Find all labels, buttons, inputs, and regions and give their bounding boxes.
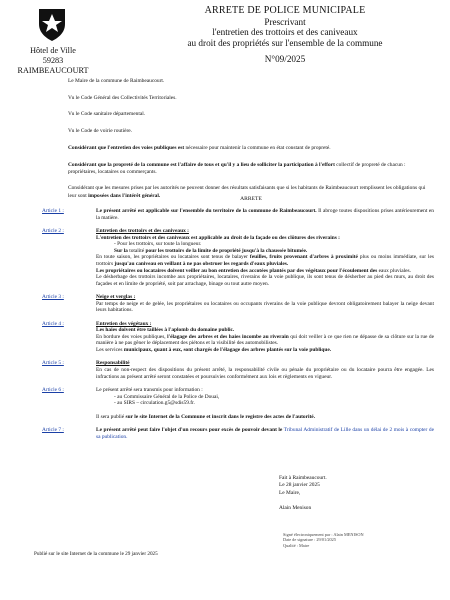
decree-title-line2: Prescrivant (264, 16, 306, 27)
arrete-heading: ARRETE (240, 196, 262, 202)
article-label: Article 5 : (42, 360, 64, 367)
decree-reference: N°09/2025 (264, 54, 306, 64)
article-heading: Responsabilité (96, 360, 130, 367)
article-2: Article 2 : Entretien des trottoirs et des caniveaux : L'entretien des trottoirs et des caniveaux est applicable au droit de la façade ou des clôtures des riverains : - Pour les trottoirs, sur toute la longueur. Sur la totalité pour les trottoirs de la limite de propriété jusqu'à la chaussée bitumée. En toute saison, les propriétaires ou locataires sont tenus de balayer feuilles, fruits provenant d'arbres à proximité plus ou moins immédiate, sur les trottoirs jusqu'au caniveau en veillant à ne pas obstruer les regards d'eaux pluviales. Les propriétaires ou locataires doivent veiller au bon entretien des accotées plantés par des végétaux pour l'écoulement des eaux pluviales. Le désherbage des trottoirs incombe aux propriétaires, locataires, riverains de la voie publique, ils sont tenus de désherber au pied des murs, au droit des façades et en limite de propriété, soit par arrachage, binage ou tout autre moyen. (42, 227, 434, 287)
townhall-postcode: 59283 RAIMBEAUCOURT (17, 56, 89, 75)
preamble-considering-3: Considérant que les mesures prises par les autorités ne peuvent donner des résultats satisfaisants que si les habitants de Raimbeaucourt remplissent les obligations qui leur sont imposées dans l'intérêt général. (68, 185, 426, 199)
article-label: Article 6 : (42, 387, 64, 394)
decree-title (160, 6, 410, 65)
article-heading: Entretien des trottoirs et des caniveaux : (96, 227, 189, 234)
article-label: Article 1 : (42, 208, 64, 214)
signature-name: Alain Menison (279, 505, 312, 511)
preamble-cgct: Vu le Code Général des Collectivités Territoriales. (68, 94, 177, 101)
decree-title-line4: au droit des propriétés sur l'ensemble de la commune (187, 37, 383, 48)
preamble-considering-1: Considérant que l'entretien des voies publiques est nécessaire pour maintenir la commune en état constant de propreté. (68, 144, 331, 151)
article-4: Article 4 : Entretien des végétaux : Les haies doivent être taillées à l'aplomb du domaine public. En bordure des voies publiques, l'élagage des arbres et des haies incombe au riverain qui doit veiller à ce que rien ne dépasse de sa clôture sur la rue de manière à ne pas gêner le déplacement des piétons et la visibilité des automobilistes. Les services municipaux, quant à eux, sont chargés de l'élagage des arbres plantés sur la voie publique. (42, 320, 435, 354)
signature-block (279, 475, 327, 497)
article-heading: Neige et verglas : (96, 294, 136, 301)
article-label: Article 4 : (42, 320, 64, 327)
article-1: Article 1 : Le présent arrêté est applicable sur l'ensemble du territoire de la commune de Raimbeaucourt. Il abroge toutes dispositions prises antérieurement en la matière. (42, 208, 434, 221)
signature-date: Le 28 janvier 2025 (279, 482, 320, 489)
article-label: Article 3 : (42, 294, 64, 301)
article-7: Article 7 : Le présent arrêté peut faire l'objet d'un recours pour excès de pouvoir devant le Tribunal Administratif de Lille dans un délai de 2 mois à compter de sa publication. (42, 427, 434, 440)
articles (42, 208, 434, 447)
signature-role: Le Maire, (279, 489, 301, 496)
article-5: Article 5 : Responsabilité En cas de non-respect des dispositions du présent arrêté, la responsabilité civile ou pénale du propriétaire ou du locataire pourra être engagée. Les infractions au présent arrêté seront constatées et poursuivies conformément aux lois et règlements en vigueur. (42, 360, 434, 380)
decree-title-line3: l'entretien des trottoirs et des caniveaux (212, 27, 358, 37)
article-3: Article 3 : Neige et verglas : Par temps de neige et de gelée, les propriétaires ou locataires ou occupants riverains de la voie publique devront obligatoirement balayer la neige devant leurs habitations. (42, 294, 434, 314)
coat-of-arms-icon (38, 8, 66, 42)
preamble (68, 78, 434, 209)
electronic-signature-stamp: Signé électroniquement par : Alain MENISON Date de signature : 29/01/2025 Qualité : Maire (283, 532, 364, 548)
preamble-considering-2: Considérant que la propreté de la commune est l'affaire de tous et qu'il y a lieu de solliciter la participation à l'effort collectif de propreté de chacun : propriétaires, locataires ou commerçants. (68, 161, 406, 175)
article-label: Article 7 : (42, 427, 64, 434)
signature-place: Fait à Raimbeaucourt. (279, 475, 327, 481)
preamble-road-code: Vu le Code de voirie routière. (68, 128, 133, 135)
decree-title-main: ARRETE DE POLICE MUNICIPALE (204, 5, 366, 16)
townhall-name: Hôtel de Ville (30, 46, 76, 55)
tribunal-link[interactable]: Tribunal Administratif de Lille dans un délai de 2 mois à compter de sa publication. (96, 427, 434, 440)
article-label: Article 2 : (42, 227, 64, 234)
sirs-email: - au SIRS – circulation.g5@sdis59.fr. (114, 400, 195, 407)
preamble-sanitary-code: Vu le Code sanitaire départemental. (68, 111, 146, 118)
article-heading: Entretien des végétaux : (96, 320, 152, 327)
preamble-mayor: Le Maire de la commune de Raimbeaucourt. (68, 78, 165, 84)
article-6: Article 6 : Le présent arrêté sera transmis pour information : - au Commissaire Général de la Police de Douai, - au SIRS – circulation.g5@sdis59.fr. Il sera publié sur le site Internet de la Commune et inscrit dans le registre des actes de l'autorité. (42, 387, 316, 420)
publication-note: Publié sur le site Internet de la commune le 29 janvier 2025 (34, 551, 158, 557)
townhall-address (12, 46, 94, 76)
